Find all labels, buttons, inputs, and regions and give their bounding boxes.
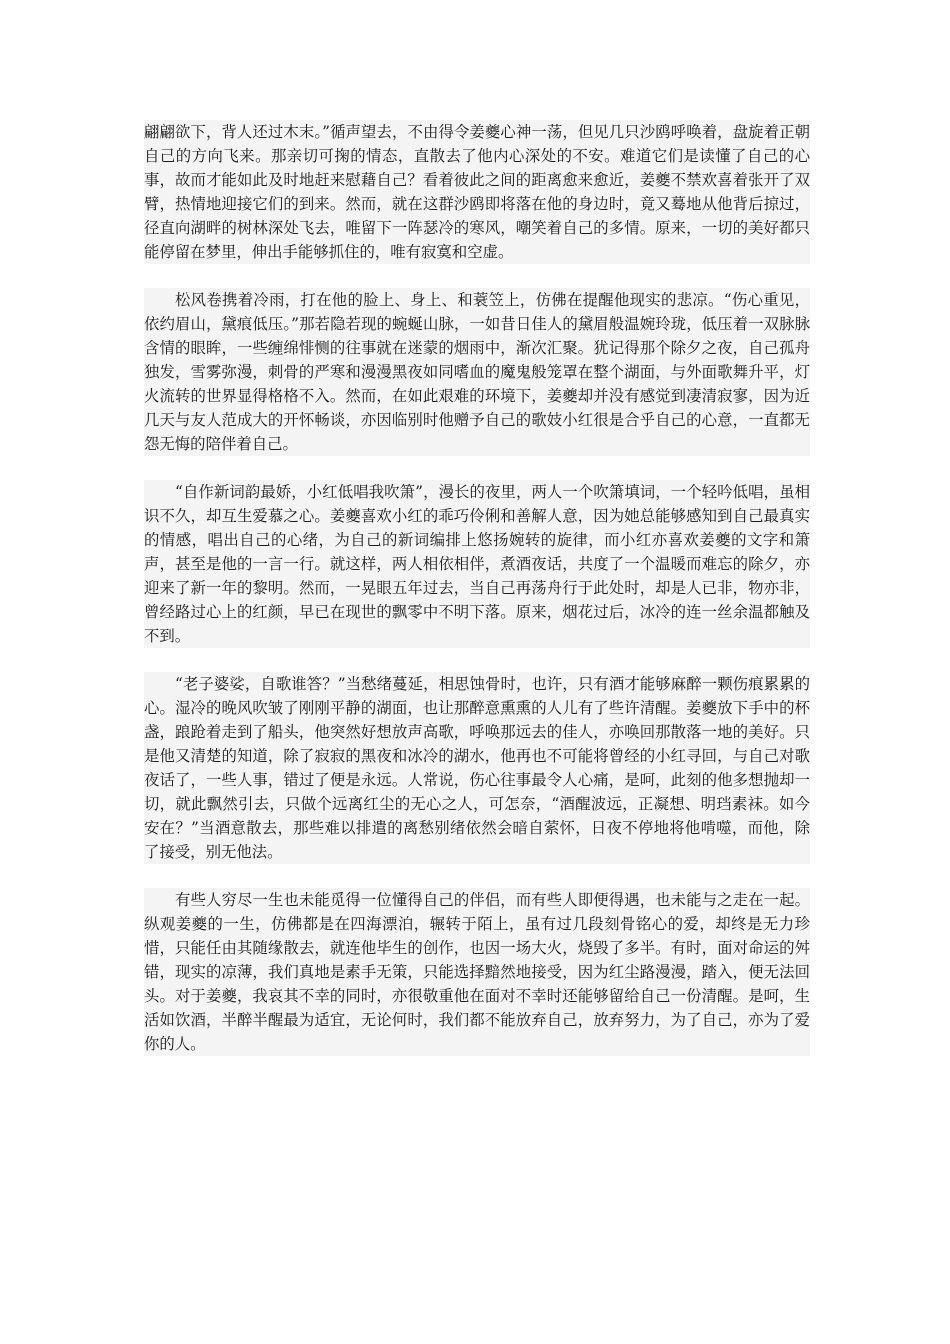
paragraph-4: “老子婆娑，自歌谁答？”当愁绪蔓延，相思蚀骨时，也许，只有酒才能够麻醉一颗伤痕累累的心。湿冷的晚风吹皱了刚刚平静的湖面，也让那醉意熏熏的人儿有了些许清醒。姜夔放下手中的杯盏，踉跄着走到了船头，他突然好想放声高歌，呼唤那远去的佳人，亦唤回那散落一地的美好。只是他又清楚的知道，除了寂寂的黑夜和冰冷的湖水，他再也不可能将曾经的小红寻回，与自己对歌夜话了，一些人事，错过了便是永远。人常说，伤心往事最令人心痛，是呵，此刻的他多想抛却一切，就此飘然引去，只做个远离红尘的无心之人，可怎奈，“酒醒波远，正凝想、明珰素袜。如今安在？”当酒意散去，那些难以排遣的离愁别绪依然会暗自萦怀，日夜不停地将他啃噬，而他，除了接受，别无他法。 — [144, 675, 810, 861]
paragraph-gap — [144, 264, 810, 288]
paragraph-3: “自作新词韵最娇，小红低唱我吹箫”，漫长的夜里，两人一个吹箫填词，一个轻吟低唱，虽相识不久，却互生爱慕之心。姜夔喜欢小红的乖巧伶俐和善解人意，因为她总能够感知到自己最真实的情感，唱出自己的心绪，为自己的新词编排上悠扬婉转的旋律，而小红亦喜欢姜夔的文字和箫声，甚至是他的一言一行。就这样，两人相依相伴，煮酒夜话，共度了一个温暖而难忘的除夕，亦迎来了新一年的黎明。然而，一晃眼五年过去，当自己再荡舟行于此处时，却是人已非，物亦非，曾经路过心上的红颜，早已在现世的飘零中不明下落。原来，烟花过后，冰冷的连一丝余温都触及不到。 — [144, 483, 810, 645]
paragraph-gap — [144, 456, 810, 480]
paragraph-5: 有些人穷尽一生也未能觅得一位懂得自己的伴侣，而有些人即便得遇，也未能与之走在一起。纵观姜夔的一生，仿佛都是在四海漂泊，辗转于陌上，虽有过几段刻骨铭心的爱，却终是无力珍惜，只能任由其随缘散去，就连他毕生的创作，也因一场大火，烧毁了多半。有时，面对命运的舛错，现实的凉薄，我们真地是素手无策，只能选择黯然地接受，因为红尘路漫漫，踏入，便无法回头。对于姜夔，我哀其不幸的同时，亦很敬重他在面对不幸时还能够留给自己一份清醒。是呵，生活如饮酒，半醉半醒最为适宜，无论何时，我们都不能放弃自己，放弃努力，为了自己，亦为了爱你的人。 — [144, 891, 810, 1053]
paragraph-2: 松风卷携着冷雨，打在他的脸上、身上、和蓑笠上，仿佛在提醒他现实的悲凉。“伤心重见，依约眉山，黛痕低压。”那若隐若现的蜿蜒山脉，一如昔日佳人的黛眉般温婉玲珑，低压着一双脉脉含情的眼眸，一些缠绵悱恻的往事就在迷蒙的烟雨中，渐次汇聚。犹记得那个除夕之夜，自己孤舟独发，雪雾弥漫，刺骨的严寒和漫漫黑夜如同嗜血的魔鬼般笼罩在整个湖面，与外面歌舞升平，灯火流转的世界显得格格不入。然而，在如此艰难的环境下，姜夔却并没有感觉到凄清寂寥，因为近几天与友人范成大的开怀畅谈，亦因临别时他赠予自己的歌妓小红很是合乎自己的心意，一直都无怨无悔的陪伴着自己。 — [144, 291, 810, 453]
paragraph-1: 翩翩欲下，背人还过木末。”循声望去，不由得令姜夔心神一荡，但见几只沙鸥呼唤着，盘旋着正朝自己的方向飞来。那亲切可掬的情态，直散去了他内心深处的不安。难道它们是读懂了自己的心事，故而才能如此及时地赶来慰藉自己？看着彼此之间的距离愈来愈近，姜夔不禁欢喜着张开了双臂，热情地迎接它们的到来。然而，就在这群沙鸥即将落在他的身边时，竟又蓦地从他背后掠过，径直向湖畔的树林深处飞去，唯留下一阵瑟冷的寒风，嘲笑着自己的多情。原来，一切的美好都只能停留在梦里，伸出手能够抓住的，唯有寂寞和空虚。 — [144, 123, 810, 261]
paragraph-gap — [144, 864, 810, 888]
paragraph-gap — [144, 648, 810, 672]
article-body — [144, 120, 810, 1056]
